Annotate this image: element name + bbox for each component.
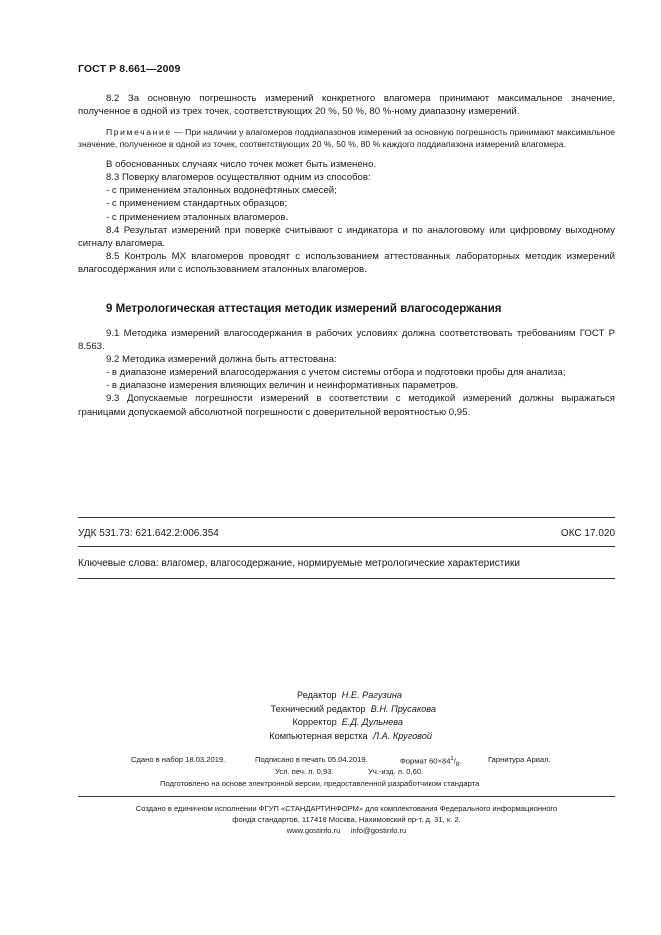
section-8-text	[78, 92, 615, 276]
paragraph-9-2: 9.2 Методика измерений должна быть аттестована:	[106, 354, 337, 366]
paragraph-9-3: 9.3 Допускаемые погрешности измерений в соответствии с методикой измерений должны выражаться границами допускаемой абсолютной погрешности с доверительной вероятностью 0,95.	[78, 393, 615, 418]
divider-footer	[78, 796, 615, 797]
imprint-print-sheets: Усл. печ. л. 0,93.	[275, 767, 334, 776]
credit-tech-editor: Технический редактор В.Н. Прусакова	[270, 703, 436, 714]
method-item-2: - с применением стандартных образцов;	[106, 198, 288, 210]
method-item-3: - с применением эталонных влагомеров.	[106, 211, 289, 223]
keywords: Ключевые слова: влагомер, влагосодержание, нормируемые метрологические характеристики	[78, 558, 520, 569]
udk-code: УДК 531.73: 621.642.2:006.354	[78, 528, 219, 539]
footer-contacts	[78, 825, 615, 836]
imprint-signed: Подписано в печать 05.04.2019.	[255, 755, 368, 764]
method-item-1: - с применением эталонных водонефтяных смесей;	[106, 185, 337, 197]
imprint-format: Формат $60\times 84^1/_8$.	[400, 756, 462, 769]
imprint-prepared: Подготовлено на основе электронной версии, предоставленной разработчиком стандарта	[160, 779, 480, 788]
imprint-typeface: Гарнитура Ариал.	[488, 755, 551, 764]
oks-code: ОКС 17.020	[560, 528, 615, 539]
paragraph-8-4: 8.4 Результат измерений при поверке считывают с индикатора и по аналоговому или цифровому выходному сигналу влагомера.	[78, 224, 615, 249]
range-item-2: - в диапазоне измерения влияющих величин и неинформативных параметров.	[106, 380, 459, 392]
footer-line-1: Создано в единичном исполнении ФГУП «СТАНДАРТИНФОРМ» для комплектования Федерального информационного	[135, 804, 558, 813]
divider-bottom	[78, 578, 615, 579]
imprint-typeset: Сдано в набор 18.03.2019.	[131, 755, 226, 764]
footer-site-link[interactable]: www.gostinfo.ru	[286, 826, 341, 836]
footer-line-2: фонда стандартов, 117418 Москва, Нахимовский пр-т, д. 31, к. 2.	[232, 815, 461, 825]
divider-top	[78, 517, 615, 518]
imprint-pub-sheets: Уч.-изд. л. 0,60.	[368, 767, 424, 776]
paragraph-points: В обоснованных случаях число точек может быть изменено.	[106, 159, 376, 171]
credit-layout: Компьютерная верстка Л.А. Круговой	[269, 730, 432, 741]
credits-block	[200, 689, 460, 743]
note	[78, 126, 615, 150]
divider-middle	[78, 546, 615, 547]
section-9-text	[78, 327, 615, 419]
note-text: — При наличии у влагомеров поддиапазонов измерений за основную погрешность принимают максимальное значение, полученное в одной из точек, соответствующих 20 %, 50 %, 80 % каждого поддиапазона измерений влагомера.	[78, 127, 615, 150]
paragraph-8-2: 8.2 За основную погрешность измерений конкретного влагомера принимают максимальное значение, полученное в одной из трех точек, соответствующих 20 %, 50 %, 80 %-ному диапазону измерений.	[78, 93, 615, 118]
range-item-1: - в диапазоне измерений влагосодержания с учетом системы отбора и подготовки пробы для анализа;	[106, 367, 566, 379]
note-label: Примечание	[106, 127, 172, 138]
paragraph-8-3: 8.3 Поверку влагомеров осуществляют одним из способов:	[106, 172, 371, 184]
paragraph-8-5: 8.5 Контроль МХ влагомеров проводят с использованием аттестованных лабораторных методик измерений влагосодержания или с использованием эталонных влагомеров.	[78, 250, 615, 275]
section-9-title: 9 Метрологическая аттестация методик измерений влагосодержания	[106, 303, 502, 315]
credit-corrector: Корректор Е.Д. Дульнева	[292, 717, 403, 727]
paragraph-9-1: 9.1 Методика измерений влагосодержания в рабочих условиях должна соответствовать требованиям ГОСТ Р 8.563.	[78, 328, 615, 353]
document-code: ГОСТ Р 8.661—2009	[78, 63, 181, 75]
footer-block	[78, 803, 615, 837]
footer-email-link[interactable]: info@gostinfo.ru	[350, 826, 407, 836]
credit-editor: Редактор Н.Е. Рагузина	[296, 690, 402, 700]
